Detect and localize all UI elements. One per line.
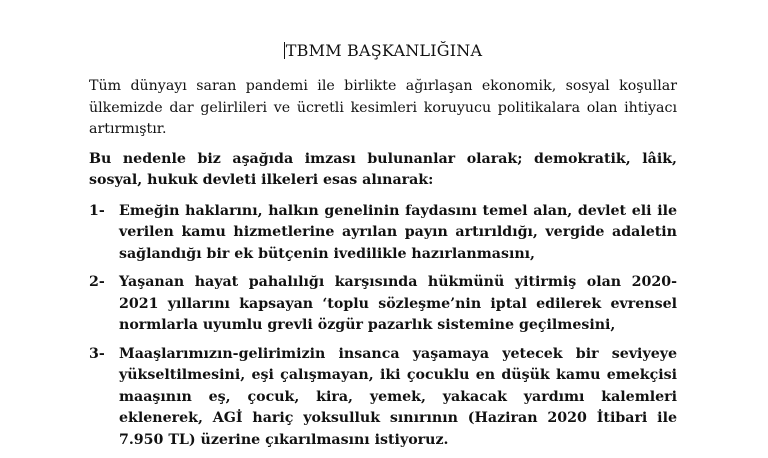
list-item-number: 3- — [89, 345, 105, 362]
lead-paragraph: Bu nedenle biz aşağıda imzası bulunanlar olarak; demokratik, lâik, sosyal, hukuk devleti ilkeleri esas alınarak: — [89, 150, 677, 188]
list-item-text: Emeğin haklarını, halkın genelinin faydasını temel alan, devlet eli ile verilen kamu hizmetlerine ayrılan payın artırıldığı, vergide adaletin sağlandığı bir ek bütçenin ivedilikle hazırlanmasını, — [119, 202, 677, 262]
demands-list — [89, 201, 677, 452]
list-item-number: 1- — [89, 202, 105, 219]
list-item-text: Maaşlarımızın-gelirimizin insanca yaşamaya yetecek bir seviyeye yükseltilmesini, eşi çalışmayan, iki çocuklu en düşük kamu emekçisi maaşının eş, çocuk, kira, yemek, yakacak yardımı kalemleri eklenerek, AGİ hariç yoksulluk sınırının (Haziran 2020 İtibari ile 7.950 TL) üzerine çıkarılmasını istiyoruz. — [119, 345, 677, 448]
document-page[interactable] — [89, 40, 677, 458]
list-item — [89, 272, 677, 337]
intro-paragraph: Tüm dünyayı saran pandemi ile birlikte ağırlaşan ekonomik, sosyal koşullar ülkemizde dar gelirlileri ve ücretli kesimleri koruyucu politikalara olan ihtiyacı artırmıştır. — [89, 78, 677, 137]
document-title-line — [89, 40, 677, 62]
list-item — [89, 201, 677, 266]
text-cursor — [284, 42, 285, 59]
list-item-number: 2- — [89, 274, 105, 290]
list-item — [89, 344, 677, 452]
document-title: TBMM BAŞKANLIĞINA — [285, 41, 483, 60]
list-item-text: Yaşanan hayat pahalılığı karşısında hükmünü yitirmiş olan 2020-2021 yıllarını kapsayan ‘toplu sözleşme’nin iptal edilerek evrensel normlarla uyumlu grevli özgür pazarlık sistemine geçilmesini, — [119, 274, 677, 333]
